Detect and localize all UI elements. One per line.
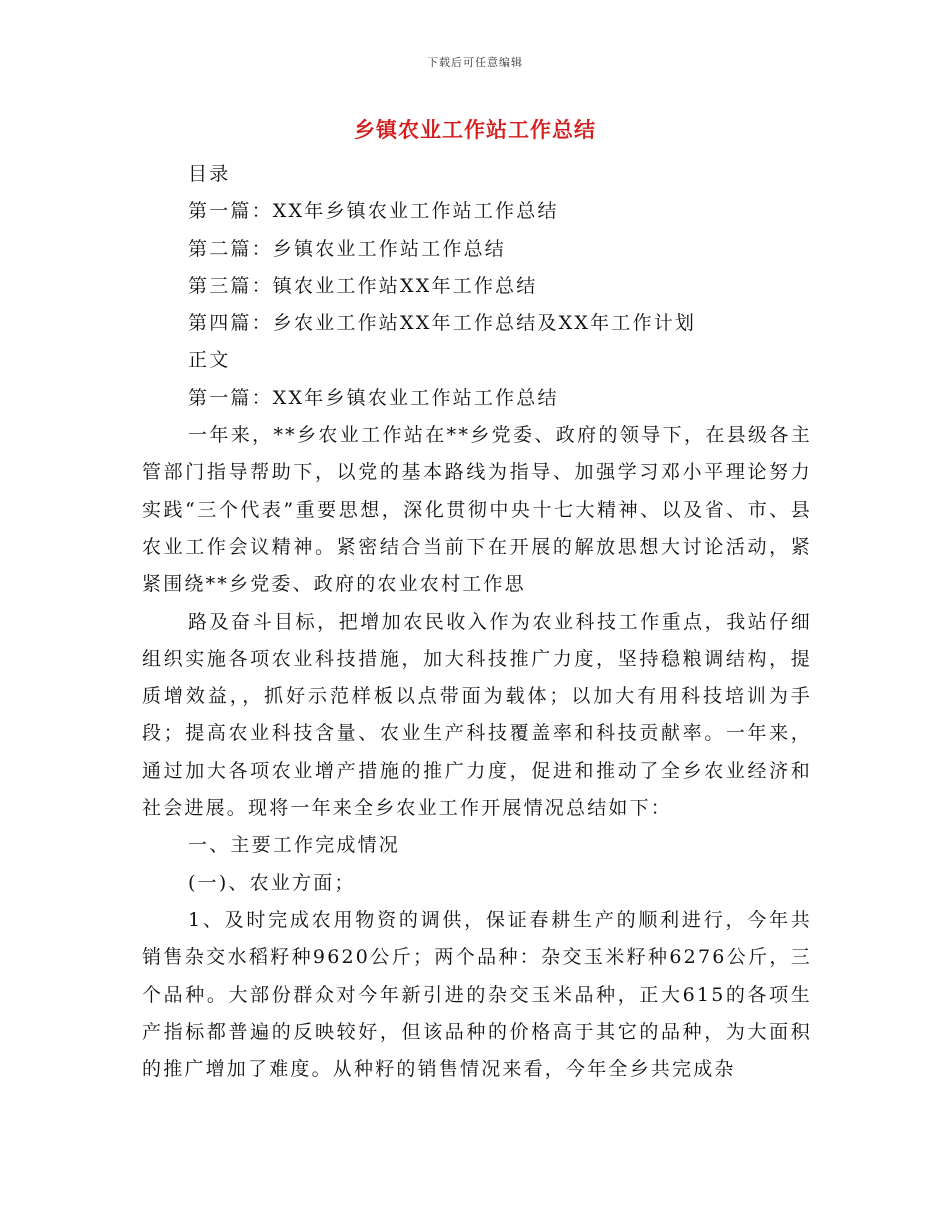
document-body: [142, 156, 812, 1088]
header-note: 下载后可任意编辑: [427, 56, 523, 69]
paragraph-2: 路及奋斗目标，把增加农民收入作为农业科技工作重点，我站仔细组织实施各项农业科技措施，加大科技推广力度，坚持稳粮调结构，提质增效益，，抓好示范样板以点带面为载体；以加大有用科技培训为手段；提高农业科技含量、农业生产科技覆盖率和科技贡献率。一年来，通过加大各项农业增产措施的推广力度，促进和推动了全乡农业经济和社会进展。现将一年来全乡农业工作开展情况总结如下：: [142, 610, 812, 820]
subsection-heading: (一)、农业方面；: [188, 871, 356, 894]
toc-item-3: 第三篇：镇农业工作站XX年工作总结: [188, 274, 538, 297]
article-title: 第一篇：XX年乡镇农业工作站工作总结: [188, 386, 559, 409]
document-title: 乡镇农业工作站工作总结: [354, 118, 596, 142]
section-heading: 一、主要工作完成情况: [188, 834, 401, 857]
item-paragraph: 1、及时完成农用物资的调供，保证春耕生产的顺利进行，今年共销售杂交水稻籽种9620公斤；两个品种：杂交玉米籽种6276公斤，三个品种。大部份群众对今年新引进的杂交玉米品种，正大615的各项生产指标都普遍的反映较好，但该品种的价格高于其它的品种，为大面积的推广增加了难度。从种籽的销售情况来看，今年全乡共完成杂: [142, 908, 812, 1081]
toc-item-2: 第二篇：乡镇农业工作站工作总结: [188, 237, 507, 260]
paragraph-1: 一年来，**乡农业工作站在**乡党委、政府的领导下，在县级各主管部门指导帮助下，以党的基本路线为指导、加强学习邓小平理论努力实践“三个代表”重要思想，深化贯彻中央十七大精神、以及省、市、县农业工作会议精神。紧密结合当前下在开展的解放思想大讨论活动，紧紧围绕**乡党委、政府的农业农村工作思: [142, 424, 812, 596]
toc-item-1: 第一篇：XX年乡镇农业工作站工作总结: [188, 200, 559, 223]
toc-item-4: 第四篇：乡农业工作站XX年工作总结及XX年工作计划: [188, 312, 697, 335]
body-heading: 正文: [188, 349, 231, 372]
toc-heading: 目录: [188, 163, 231, 185]
